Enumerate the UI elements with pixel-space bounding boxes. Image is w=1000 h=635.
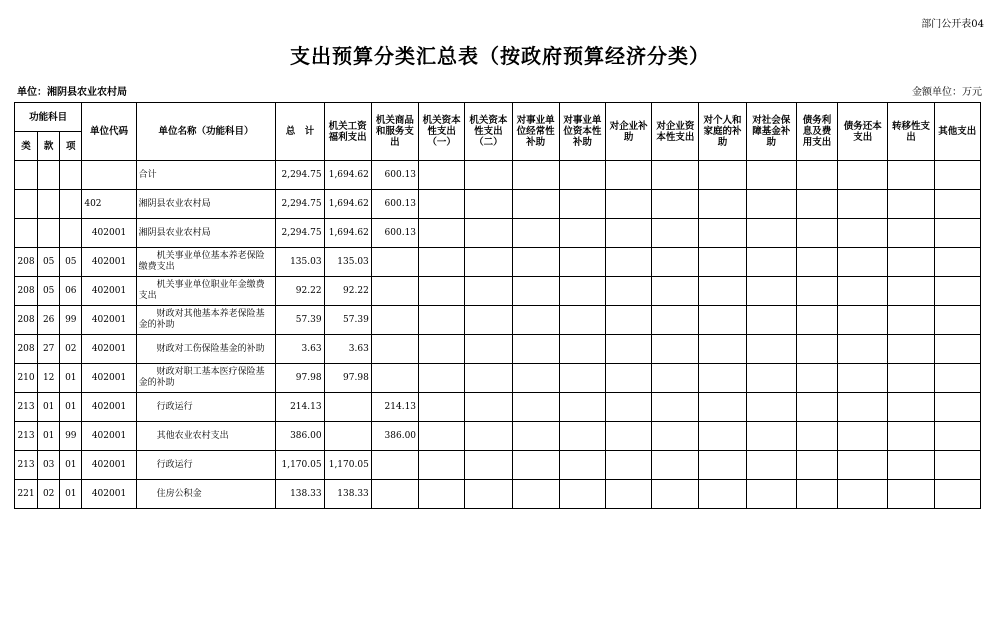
cell-unit-name: 行政运行 <box>136 451 276 480</box>
cell-col-10 <box>746 451 796 480</box>
cell-col-2 <box>371 364 418 393</box>
cell-col-7 <box>605 190 651 219</box>
cell-kuan: 05 <box>38 248 60 277</box>
header-col-5: 对事业单位经常性补助 <box>512 103 559 161</box>
cell-unit-code <box>82 161 136 190</box>
cell-col-7 <box>605 422 651 451</box>
cell-col-5 <box>512 422 559 451</box>
cell-unit-code: 402001 <box>82 451 136 480</box>
cell-col-1: 97.98 <box>324 364 371 393</box>
cell-xiang: 05 <box>60 248 82 277</box>
cell-col-12 <box>838 219 888 248</box>
cell-lei: 208 <box>15 335 38 364</box>
header-col-9: 对个人和家庭的补助 <box>699 103 746 161</box>
header-col-7: 对企业补助 <box>605 103 651 161</box>
cell-lei: 213 <box>15 422 38 451</box>
cell-total: 1,170.05 <box>276 451 324 480</box>
cell-lei: 221 <box>15 480 38 509</box>
cell-col-2 <box>371 306 418 335</box>
cell-col-13 <box>888 335 934 364</box>
table-row <box>15 248 981 277</box>
cell-col-12 <box>838 161 888 190</box>
header-col-3: 机关资本性支出（一） <box>419 103 465 161</box>
cell-kuan: 03 <box>38 451 60 480</box>
cell-xiang: 01 <box>60 480 82 509</box>
cell-col-8 <box>652 480 699 509</box>
header-col-13: 转移性支出 <box>888 103 934 161</box>
cell-col-4 <box>465 364 512 393</box>
amount-unit-label: 金额单位：万元 <box>912 87 982 98</box>
cell-lei: 213 <box>15 393 38 422</box>
cell-col-1: 1,170.05 <box>324 451 371 480</box>
cell-total: 2,294.75 <box>276 161 324 190</box>
cell-lei <box>15 190 38 219</box>
header-col-1: 机关工资福利支出 <box>324 103 371 161</box>
cell-col-11 <box>796 277 837 306</box>
cell-col-6 <box>559 422 605 451</box>
cell-col-7 <box>605 393 651 422</box>
table-row <box>15 219 981 248</box>
cell-unit-name: 其他农业农村支出 <box>136 422 276 451</box>
cell-col-1: 1,694.62 <box>324 219 371 248</box>
cell-col-12 <box>838 451 888 480</box>
cell-col-5 <box>512 248 559 277</box>
cell-col-3 <box>419 480 465 509</box>
cell-col-4 <box>465 335 512 364</box>
table-body <box>15 161 981 509</box>
cell-col-10 <box>746 190 796 219</box>
cell-col-14 <box>934 480 980 509</box>
cell-kuan: 26 <box>38 306 60 335</box>
cell-col-10 <box>746 422 796 451</box>
cell-unit-name: 机关事业单位基本养老保险缴费支出 <box>136 248 276 277</box>
table-row <box>15 480 981 509</box>
cell-col-9 <box>699 277 746 306</box>
page-title: 支出预算分类汇总表（按政府预算经济分类） <box>290 44 710 68</box>
cell-col-12 <box>838 393 888 422</box>
cell-col-11 <box>796 451 837 480</box>
cell-xiang: 99 <box>60 306 82 335</box>
cell-col-6 <box>559 335 605 364</box>
cell-col-11 <box>796 393 837 422</box>
cell-col-14 <box>934 422 980 451</box>
cell-lei: 208 <box>15 277 38 306</box>
cell-total: 3.63 <box>276 335 324 364</box>
cell-total: 135.03 <box>276 248 324 277</box>
cell-col-9 <box>699 480 746 509</box>
cell-col-9 <box>699 335 746 364</box>
cell-col-9 <box>699 422 746 451</box>
cell-col-10 <box>746 161 796 190</box>
cell-total: 214.13 <box>276 393 324 422</box>
cell-col-8 <box>652 277 699 306</box>
table-row <box>15 190 981 219</box>
cell-lei: 213 <box>15 451 38 480</box>
cell-col-6 <box>559 480 605 509</box>
cell-lei: 208 <box>15 306 38 335</box>
cell-col-4 <box>465 480 512 509</box>
cell-unit-code: 402 <box>82 190 136 219</box>
cell-col-12 <box>838 277 888 306</box>
cell-col-6 <box>559 393 605 422</box>
cell-col-1: 1,694.62 <box>324 190 371 219</box>
cell-xiang: 01 <box>60 364 82 393</box>
cell-total: 92.22 <box>276 277 324 306</box>
cell-col-7 <box>605 277 651 306</box>
cell-xiang: 99 <box>60 422 82 451</box>
cell-col-11 <box>796 219 837 248</box>
cell-col-10 <box>746 277 796 306</box>
cell-col-5 <box>512 219 559 248</box>
header-func-subject: 功能科目 <box>15 103 82 132</box>
cell-xiang: 01 <box>60 451 82 480</box>
cell-col-8 <box>652 248 699 277</box>
cell-col-13 <box>888 422 934 451</box>
header-col-12: 债务还本支出 <box>838 103 888 161</box>
cell-unit-code: 402001 <box>82 480 136 509</box>
cell-col-10 <box>746 306 796 335</box>
cell-unit-code: 402001 <box>82 422 136 451</box>
cell-col-11 <box>796 190 837 219</box>
cell-col-11 <box>796 480 837 509</box>
unit-label: 单位：湘阴县农业农村局 <box>17 87 127 98</box>
cell-col-5 <box>512 480 559 509</box>
cell-kuan: 01 <box>38 422 60 451</box>
header-col-2: 机关商品和服务支出 <box>371 103 418 161</box>
form-number: 部门公开表04 <box>921 19 984 30</box>
header-kuan: 款 <box>38 132 60 161</box>
header-unit-name: 单位名称（功能科目） <box>136 103 276 161</box>
cell-col-3 <box>419 248 465 277</box>
cell-col-10 <box>746 364 796 393</box>
cell-col-14 <box>934 306 980 335</box>
cell-col-8 <box>652 306 699 335</box>
cell-unit-name: 财政对其他基本养老保险基金的补助 <box>136 306 276 335</box>
cell-unit-code: 402001 <box>82 277 136 306</box>
cell-col-2: 600.13 <box>371 219 418 248</box>
cell-col-11 <box>796 422 837 451</box>
cell-xiang: 01 <box>60 393 82 422</box>
cell-col-1: 57.39 <box>324 306 371 335</box>
cell-col-13 <box>888 306 934 335</box>
header-col-14: 其他支出 <box>934 103 980 161</box>
cell-col-2: 214.13 <box>371 393 418 422</box>
cell-col-11 <box>796 161 837 190</box>
cell-xiang <box>60 161 82 190</box>
cell-col-2: 386.00 <box>371 422 418 451</box>
cell-col-11 <box>796 364 837 393</box>
header-col-4: 机关资本性支出（二） <box>465 103 512 161</box>
cell-col-14 <box>934 335 980 364</box>
cell-col-8 <box>652 422 699 451</box>
cell-col-4 <box>465 422 512 451</box>
cell-col-13 <box>888 248 934 277</box>
cell-total: 2,294.75 <box>276 190 324 219</box>
cell-col-4 <box>465 393 512 422</box>
cell-col-3 <box>419 393 465 422</box>
cell-col-1 <box>324 393 371 422</box>
cell-col-7 <box>605 480 651 509</box>
cell-lei: 208 <box>15 248 38 277</box>
cell-xiang: 06 <box>60 277 82 306</box>
cell-unit-code: 402001 <box>82 335 136 364</box>
cell-col-9 <box>699 190 746 219</box>
table-row <box>15 393 981 422</box>
cell-col-8 <box>652 335 699 364</box>
cell-col-2 <box>371 248 418 277</box>
cell-col-5 <box>512 451 559 480</box>
cell-col-12 <box>838 306 888 335</box>
cell-col-7 <box>605 219 651 248</box>
cell-xiang: 02 <box>60 335 82 364</box>
cell-col-7 <box>605 306 651 335</box>
cell-col-13 <box>888 364 934 393</box>
cell-col-12 <box>838 422 888 451</box>
cell-col-13 <box>888 161 934 190</box>
cell-col-14 <box>934 277 980 306</box>
table-row <box>15 422 981 451</box>
cell-col-13 <box>888 190 934 219</box>
cell-unit-code: 402001 <box>82 219 136 248</box>
cell-unit-code: 402001 <box>82 248 136 277</box>
header-unit-code: 单位代码 <box>82 103 136 161</box>
cell-kuan <box>38 190 60 219</box>
cell-col-8 <box>652 393 699 422</box>
cell-col-14 <box>934 248 980 277</box>
cell-col-13 <box>888 480 934 509</box>
budget-table <box>14 102 981 509</box>
cell-col-5 <box>512 335 559 364</box>
cell-col-9 <box>699 393 746 422</box>
header-col-8: 对企业资本性支出 <box>652 103 699 161</box>
cell-col-1: 135.03 <box>324 248 371 277</box>
cell-unit-name: 财政对工伤保险基金的补助 <box>136 335 276 364</box>
table-row <box>15 277 981 306</box>
cell-col-1 <box>324 422 371 451</box>
cell-col-6 <box>559 306 605 335</box>
cell-total: 386.00 <box>276 422 324 451</box>
cell-col-8 <box>652 451 699 480</box>
cell-unit-code: 402001 <box>82 306 136 335</box>
cell-col-4 <box>465 277 512 306</box>
cell-col-5 <box>512 364 559 393</box>
cell-col-14 <box>934 451 980 480</box>
cell-col-9 <box>699 161 746 190</box>
cell-kuan: 05 <box>38 277 60 306</box>
cell-col-3 <box>419 335 465 364</box>
cell-col-9 <box>699 364 746 393</box>
cell-kuan: 02 <box>38 480 60 509</box>
cell-col-9 <box>699 306 746 335</box>
table-row <box>15 306 981 335</box>
header-col-6: 对事业单位资本性补助 <box>559 103 605 161</box>
table-row <box>15 335 981 364</box>
cell-unit-name: 财政对职工基本医疗保险基金的补助 <box>136 364 276 393</box>
cell-col-3 <box>419 190 465 219</box>
cell-lei: 210 <box>15 364 38 393</box>
cell-col-2: 600.13 <box>371 190 418 219</box>
cell-col-10 <box>746 219 796 248</box>
cell-col-14 <box>934 393 980 422</box>
cell-col-5 <box>512 277 559 306</box>
cell-col-3 <box>419 451 465 480</box>
cell-col-8 <box>652 219 699 248</box>
cell-col-1: 138.33 <box>324 480 371 509</box>
cell-col-6 <box>559 451 605 480</box>
cell-col-13 <box>888 451 934 480</box>
cell-col-12 <box>838 480 888 509</box>
cell-col-4 <box>465 190 512 219</box>
cell-col-12 <box>838 248 888 277</box>
header-total: 总 计 <box>276 103 324 161</box>
cell-col-11 <box>796 335 837 364</box>
cell-col-4 <box>465 451 512 480</box>
header-lei: 类 <box>15 132 38 161</box>
cell-col-9 <box>699 451 746 480</box>
cell-col-9 <box>699 248 746 277</box>
cell-col-4 <box>465 306 512 335</box>
cell-col-14 <box>934 190 980 219</box>
cell-col-6 <box>559 219 605 248</box>
cell-unit-name: 机关事业单位职业年金缴费支出 <box>136 277 276 306</box>
header-xiang: 项 <box>60 132 82 161</box>
cell-col-8 <box>652 190 699 219</box>
cell-col-8 <box>652 364 699 393</box>
cell-col-7 <box>605 161 651 190</box>
cell-col-2: 600.13 <box>371 161 418 190</box>
cell-col-13 <box>888 219 934 248</box>
cell-xiang <box>60 219 82 248</box>
cell-col-3 <box>419 277 465 306</box>
cell-col-3 <box>419 364 465 393</box>
cell-lei <box>15 219 38 248</box>
cell-col-7 <box>605 335 651 364</box>
cell-col-1: 3.63 <box>324 335 371 364</box>
cell-col-14 <box>934 364 980 393</box>
cell-col-12 <box>838 335 888 364</box>
cell-col-6 <box>559 364 605 393</box>
cell-col-3 <box>419 422 465 451</box>
cell-col-2 <box>371 480 418 509</box>
cell-total: 2,294.75 <box>276 219 324 248</box>
cell-col-2 <box>371 277 418 306</box>
cell-total: 97.98 <box>276 364 324 393</box>
cell-col-2 <box>371 451 418 480</box>
cell-col-6 <box>559 161 605 190</box>
cell-col-5 <box>512 161 559 190</box>
cell-col-13 <box>888 277 934 306</box>
cell-lei <box>15 161 38 190</box>
cell-col-4 <box>465 248 512 277</box>
cell-col-12 <box>838 364 888 393</box>
cell-col-10 <box>746 248 796 277</box>
table-row <box>15 451 981 480</box>
cell-col-2 <box>371 335 418 364</box>
cell-col-4 <box>465 219 512 248</box>
cell-col-10 <box>746 335 796 364</box>
cell-kuan <box>38 161 60 190</box>
table-row <box>15 364 981 393</box>
cell-col-5 <box>512 306 559 335</box>
cell-unit-name: 行政运行 <box>136 393 276 422</box>
cell-col-10 <box>746 393 796 422</box>
cell-col-5 <box>512 190 559 219</box>
cell-col-11 <box>796 248 837 277</box>
cell-col-6 <box>559 277 605 306</box>
cell-unit-name: 湘阴县农业农村局 <box>136 219 276 248</box>
cell-unit-name: 合计 <box>136 161 276 190</box>
cell-col-5 <box>512 393 559 422</box>
cell-total: 57.39 <box>276 306 324 335</box>
cell-col-7 <box>605 248 651 277</box>
cell-col-11 <box>796 306 837 335</box>
cell-col-12 <box>838 190 888 219</box>
header-col-11: 债务利息及费用支出 <box>796 103 837 161</box>
cell-col-1: 1,694.62 <box>324 161 371 190</box>
cell-col-14 <box>934 161 980 190</box>
cell-col-13 <box>888 393 934 422</box>
cell-col-3 <box>419 219 465 248</box>
cell-col-9 <box>699 219 746 248</box>
cell-total: 138.33 <box>276 480 324 509</box>
cell-unit-name: 湘阴县农业农村局 <box>136 190 276 219</box>
cell-kuan: 27 <box>38 335 60 364</box>
cell-kuan: 01 <box>38 393 60 422</box>
cell-kuan <box>38 219 60 248</box>
cell-col-3 <box>419 161 465 190</box>
cell-kuan: 12 <box>38 364 60 393</box>
cell-col-3 <box>419 306 465 335</box>
cell-col-6 <box>559 248 605 277</box>
cell-col-7 <box>605 451 651 480</box>
cell-col-10 <box>746 480 796 509</box>
cell-unit-code: 402001 <box>82 393 136 422</box>
table-row <box>15 161 981 190</box>
cell-unit-code: 402001 <box>82 364 136 393</box>
cell-col-7 <box>605 364 651 393</box>
cell-col-8 <box>652 161 699 190</box>
cell-col-6 <box>559 190 605 219</box>
cell-col-14 <box>934 219 980 248</box>
cell-xiang <box>60 190 82 219</box>
cell-unit-name: 住房公积金 <box>136 480 276 509</box>
cell-col-4 <box>465 161 512 190</box>
cell-col-1: 92.22 <box>324 277 371 306</box>
header-col-10: 对社会保障基金补助 <box>746 103 796 161</box>
